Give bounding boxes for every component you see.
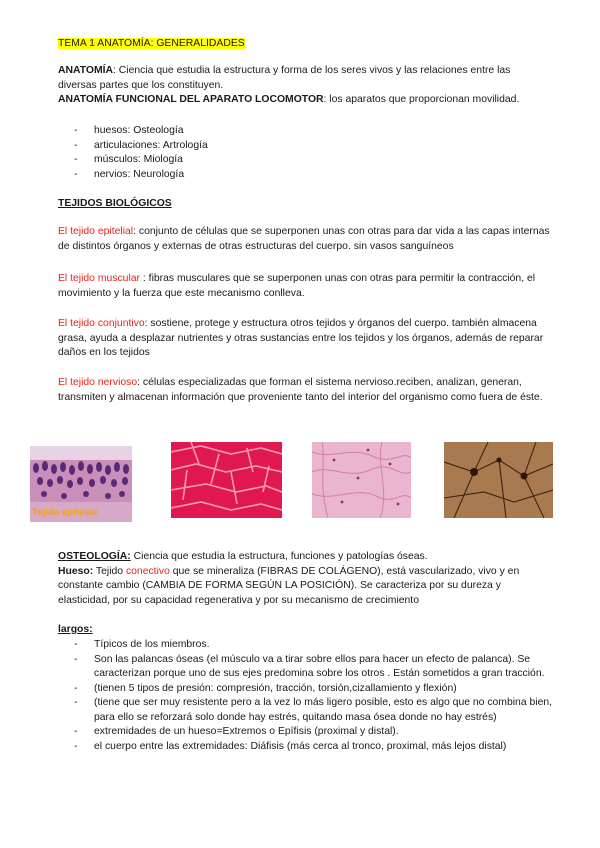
connective-tissue-illustration	[312, 442, 411, 518]
definition-term: ANATOMÍA FUNCIONAL DEL APARATO LOCOMOTOR	[58, 94, 324, 106]
osteologia-term: OSTEOLOGÍA:	[58, 551, 131, 562]
list-item: - el cuerpo entre las extremidades: Diáfisis (más cerca al tronco, proximal, más lejos distal)	[74, 740, 554, 755]
list-item: - Son las palancas óseas (el músculo va a tirar sobre ellos para hacer un efecto de palanca). Se caracterizan porque uno de sus ejes predomina sobre los otros . Están sometidos a gran tracción.	[74, 653, 554, 682]
definitions-block	[58, 64, 548, 108]
nervous-tissue-illustration	[444, 442, 553, 518]
tissue-conjuntivo	[58, 317, 552, 361]
hueso-term: Hueso:	[58, 565, 94, 577]
hueso-pre: Tejido	[93, 565, 126, 577]
definition-text: : Ciencia que estudia la estructura y forma de los seres vivos y las relaciones entre las diversas partes que los constituyen.	[58, 65, 511, 91]
definition-anatomia-funcional	[58, 93, 548, 108]
image-connective-tissue	[312, 442, 411, 518]
image-muscle-tissue	[171, 442, 282, 518]
largos-list	[74, 638, 554, 755]
definition-term: ANATOMÍA	[58, 65, 114, 76]
list-item: - (tiene que ser muy resistente pero a la vez lo más ligero posible, esto es algo que no combina bien, para ello se reforzará solo donde hay estrés, quitando masa ósea donde no hay estrés)	[74, 696, 554, 725]
systems-list	[74, 124, 474, 182]
hueso-definition	[58, 565, 552, 609]
list-item: - nervios: Neurología	[74, 168, 474, 183]
image-nervous-tissue	[444, 442, 553, 518]
list-item: - Típicos de los miembros.	[74, 638, 554, 653]
list-item: - (tienen 5 tipos de presión: compresión, tracción, torsión,cizallamiento y flexión)	[74, 682, 554, 697]
list-item: - músculos: Miología	[74, 153, 474, 168]
list-item: - huesos: Osteología	[74, 124, 474, 139]
hueso-highlight: conectivo	[125, 565, 170, 577]
osteologia-text: Ciencia que estudia la estructura, funciones y patologías óseas.	[130, 551, 428, 562]
hueso-text: que se mineraliza (FIBRAS DE COLÁGENO), está vascularizado, vivo y en constante cambio (CAMBIA DE FORMA SEGÚN LA POSICIÓN). Se caracteriza por su dureza y elasticidad, por su capacidad regenerativa y por su mecanismo de crecimiento	[58, 565, 520, 606]
tissues-heading: TEJIDOS BIOLÓGICOS	[58, 198, 172, 209]
tissue-epitelial	[58, 225, 552, 254]
image-label: Tejido epitelial	[32, 506, 98, 518]
tissue-name: El tejido nervioso	[58, 377, 138, 388]
definition-text: : los aparatos que proporcionan movilidad.	[323, 94, 520, 106]
tissue-text: : sostiene, protege y estructura otros tejidos y órganos del cuerpo. también almacena grasa, ayuda a desplazar nutrientes y otras sustancias entre los tejidos y los órganos, además de reparar daños en los tejidos	[58, 318, 544, 359]
tissue-name: El tejido muscular	[58, 273, 141, 284]
largos-heading: largos:	[58, 624, 93, 635]
tissue-name: El tejido epitelial	[58, 226, 134, 237]
list-item: - extremidades de un hueso=Extremos o Epífisis (proximal y distal).	[74, 725, 554, 740]
image-epithelial-tissue	[30, 446, 132, 522]
page-title	[58, 37, 245, 52]
tissue-text: : células especializadas que forman el sistema nervioso.reciben, analizan, generan, transmiten y almacenan información que proveniente tanto del interior del organismo como fuera de éste.	[58, 377, 543, 403]
title-highlight: TEMA 1 ANATOMÍA: GENERALIDADES	[58, 38, 245, 49]
tissue-text: : conjunto de células que se superponen unas con otras para dar vida a las capas internas de distintos órganos y externas de otras estructuras del cuerpo. sin vasos sanguíneos	[58, 226, 550, 252]
definition-anatomia	[58, 64, 548, 93]
tissue-name: El tejido conjuntivo	[58, 318, 145, 329]
list-item: - articulaciones: Artrología	[74, 139, 474, 154]
osteologia-definition	[58, 550, 552, 565]
osteologia-block	[58, 550, 552, 608]
tissue-nervioso	[58, 376, 552, 405]
muscle-tissue-illustration	[171, 442, 282, 518]
tissue-muscular	[58, 272, 552, 301]
tissue-text: : fibras musculares que se superponen unas con otras para permitir la contracción, el movimiento y la fuerza que este mecanismo conlleva.	[58, 273, 536, 299]
